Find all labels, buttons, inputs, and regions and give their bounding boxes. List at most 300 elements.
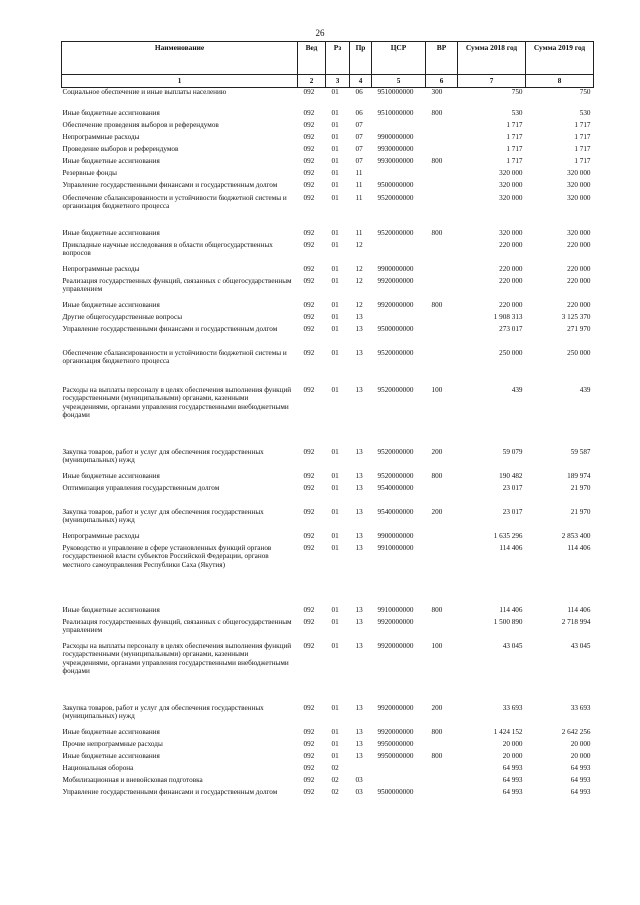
row-ved: 092 xyxy=(303,168,315,177)
row-vr xyxy=(426,313,458,325)
row-vr: 800 xyxy=(431,108,443,117)
table-row xyxy=(62,157,594,169)
row-name: Иные бюджетные ассигнования xyxy=(62,605,160,614)
row-sum-2019: 114 406 xyxy=(567,605,591,614)
row-vr xyxy=(426,133,458,145)
row-sum-2018: 220 000 xyxy=(499,300,523,309)
row-sum-2018: 190 482 xyxy=(499,471,523,480)
table-row xyxy=(62,133,594,145)
row-sum-2019: 220 000 xyxy=(567,276,591,285)
row-csr: 9900000000 xyxy=(377,132,414,141)
row-name: Иные бюджетные ассигнования xyxy=(62,156,160,165)
row-sum-2018: 320 000 xyxy=(499,180,523,189)
row-csr xyxy=(372,241,426,265)
row-rz: 01 xyxy=(331,156,339,165)
table-row xyxy=(62,618,594,642)
row-name: Иные бюджетные ассигнования xyxy=(62,727,160,736)
row-ved: 092 xyxy=(303,144,315,153)
row-ved: 092 xyxy=(303,751,315,760)
row-name: Управление государственными финансами и государственным долгом xyxy=(62,180,278,189)
row-pr: 13 xyxy=(355,543,363,552)
row-pr: 12 xyxy=(355,264,363,273)
row-csr xyxy=(372,764,426,776)
row-sum-2018: 20 000 xyxy=(502,751,523,760)
row-rz: 01 xyxy=(331,543,339,552)
table-row xyxy=(62,88,594,109)
row-csr: 9500000000 xyxy=(377,324,414,333)
table-row xyxy=(62,169,594,181)
row-vr: 100 xyxy=(431,641,443,650)
row-rz: 01 xyxy=(331,276,339,285)
row-rz: 02 xyxy=(331,787,339,796)
row-ved: 092 xyxy=(303,703,315,712)
row-csr: 9950000000 xyxy=(377,739,414,748)
row-vr xyxy=(426,169,458,181)
row-sum-2018: 320 000 xyxy=(499,168,523,177)
row-csr: 9930000000 xyxy=(377,144,414,153)
row-name: Социальное обеспечение и иные выплаты населению xyxy=(62,88,227,96)
row-csr: 9520000000 xyxy=(377,471,414,480)
page-number: 26 xyxy=(315,28,325,38)
row-name: Реализация государственных функций, связанных с общегосударственным управлением xyxy=(62,276,292,294)
table-row xyxy=(62,606,594,618)
row-sum-2019: 64 993 xyxy=(570,787,591,796)
row-pr: 13 xyxy=(355,641,363,650)
row-csr xyxy=(372,169,426,181)
row-rz: 02 xyxy=(331,775,339,784)
row-name: Управление государственными финансами и государственным долгом xyxy=(62,787,278,796)
header-ved: Вед xyxy=(298,42,326,75)
row-csr xyxy=(372,121,426,133)
table-row xyxy=(62,386,594,448)
row-sum-2018: 320 000 xyxy=(499,193,523,202)
budget-table xyxy=(61,41,594,811)
column-number: 2 xyxy=(298,75,326,88)
row-name: Управление государственными финансами и государственным долгом xyxy=(62,324,278,333)
row-csr: 9920000000 xyxy=(377,276,414,285)
row-sum-2018: 1 717 xyxy=(506,132,523,141)
row-rz: 01 xyxy=(331,264,339,273)
row-ved: 092 xyxy=(303,727,315,736)
row-name: Руководство и управление в сфере установленных функций органов государственной власти субъектов Российской Федерации, органов местного самоуправления Республики Саха (Якутия) xyxy=(62,543,272,569)
row-rz: 02 xyxy=(331,763,339,772)
row-name: Национальная оборона xyxy=(62,763,134,772)
row-name: Прикладные научные исследования в области общегосударственных вопросов xyxy=(62,240,273,258)
row-sum-2019: 220 000 xyxy=(567,300,591,309)
row-sum-2019: 3 125 370 xyxy=(561,312,591,321)
row-ved: 092 xyxy=(303,543,315,552)
row-vr: 800 xyxy=(431,605,443,614)
row-name: Оптимизация управления государственным долгом xyxy=(62,483,220,492)
row-name: Реализация государственных функций, связанных с общегосударственным управлением xyxy=(62,617,292,635)
table-row xyxy=(62,277,594,301)
row-pr: 11 xyxy=(355,193,363,202)
row-ved: 092 xyxy=(303,763,315,772)
row-rz: 01 xyxy=(331,447,339,456)
table-row xyxy=(62,194,594,229)
row-ved: 092 xyxy=(303,228,315,237)
column-number: 4 xyxy=(350,75,372,88)
row-rz: 01 xyxy=(331,228,339,237)
row-ved: 092 xyxy=(303,264,315,273)
row-sum-2018: 220 000 xyxy=(499,240,523,249)
row-name: Иные бюджетные ассигнования xyxy=(62,471,160,480)
row-ved: 092 xyxy=(303,775,315,784)
row-name: Другие общегосударственные вопросы xyxy=(62,312,183,321)
row-ved: 092 xyxy=(303,617,315,626)
row-sum-2018: 23 017 xyxy=(502,483,523,492)
row-sum-2019: 439 xyxy=(579,385,591,394)
row-ved: 092 xyxy=(303,240,315,249)
row-ved: 092 xyxy=(303,108,315,117)
row-sum-2018: 1 424 152 xyxy=(493,727,523,736)
row-rz: 01 xyxy=(331,739,339,748)
table-row xyxy=(62,349,594,386)
row-name: Иные бюджетные ассигнования xyxy=(62,751,160,760)
row-sum-2019: 530 xyxy=(579,108,591,117)
row-csr: 9920000000 xyxy=(377,300,414,309)
row-sum-2018: 59 079 xyxy=(502,447,523,456)
row-sum-2019: 43 045 xyxy=(570,641,591,650)
row-pr: 13 xyxy=(355,471,363,480)
row-vr xyxy=(426,181,458,194)
row-csr: 9520000000 xyxy=(377,193,414,202)
row-vr xyxy=(426,776,458,788)
row-rz: 01 xyxy=(331,471,339,480)
row-csr: 9510000000 xyxy=(377,88,414,96)
row-sum-2019: 114 406 xyxy=(567,543,591,552)
row-vr: 800 xyxy=(431,727,443,736)
row-sum-2018: 23 017 xyxy=(502,507,523,516)
row-sum-2019: 250 000 xyxy=(567,348,591,357)
column-number: 6 xyxy=(426,75,458,88)
row-csr: 9910000000 xyxy=(377,543,414,552)
row-vr xyxy=(426,788,458,811)
row-sum-2019: 20 000 xyxy=(570,751,591,760)
row-rz: 01 xyxy=(331,120,339,129)
header-sum-2019: Сумма 2019 год xyxy=(526,42,594,75)
row-rz: 01 xyxy=(331,132,339,141)
row-rz: 01 xyxy=(331,751,339,760)
row-sum-2019: 189 974 xyxy=(567,471,591,480)
table-row xyxy=(62,752,594,764)
row-vr xyxy=(426,241,458,265)
table-row xyxy=(62,740,594,752)
row-vr: 800 xyxy=(431,300,443,309)
table-row xyxy=(62,728,594,740)
row-vr xyxy=(426,532,458,544)
row-vr: 800 xyxy=(431,156,443,165)
row-sum-2019: 21 970 xyxy=(570,483,591,492)
column-number: 3 xyxy=(326,75,350,88)
row-rz: 01 xyxy=(331,531,339,540)
row-sum-2019: 59 587 xyxy=(570,447,591,456)
row-pr: 13 xyxy=(355,385,363,394)
row-pr xyxy=(350,764,372,776)
row-sum-2019: 64 993 xyxy=(570,775,591,784)
row-name: Непрограммные расходы xyxy=(62,132,140,141)
row-sum-2018: 320 000 xyxy=(499,228,523,237)
row-pr: 13 xyxy=(355,617,363,626)
table-row xyxy=(62,544,594,606)
row-ved: 092 xyxy=(303,132,315,141)
row-pr: 13 xyxy=(355,447,363,456)
row-csr: 9510000000 xyxy=(377,108,414,117)
table-row xyxy=(62,229,594,241)
row-pr: 13 xyxy=(355,507,363,516)
row-sum-2018: 1 908 313 xyxy=(493,312,523,321)
table-row xyxy=(62,642,594,704)
row-ved: 092 xyxy=(303,605,315,614)
row-vr: 100 xyxy=(431,385,443,394)
row-csr: 9540000000 xyxy=(377,483,414,492)
row-pr: 13 xyxy=(355,483,363,492)
table-row xyxy=(62,532,594,544)
row-rz: 01 xyxy=(331,507,339,516)
row-name: Расходы на выплаты персоналу в целях обеспечения выполнения функций государственными (муниципальными) органами, казенными учреждениями, органами управления государственными внебюджетными фондами xyxy=(62,641,292,676)
row-name: Проведение выборов и референдумов xyxy=(62,144,179,153)
row-ved: 092 xyxy=(303,507,315,516)
row-sum-2019: 2 642 256 xyxy=(561,727,591,736)
header-sum-2018: Сумма 2018 год xyxy=(458,42,526,75)
table-row xyxy=(62,241,594,265)
row-ved: 092 xyxy=(303,483,315,492)
row-name: Мобилизационная и вневойсковая подготовка xyxy=(62,775,203,784)
row-ved: 092 xyxy=(303,385,315,394)
row-sum-2019: 320 000 xyxy=(567,228,591,237)
row-rz: 01 xyxy=(331,348,339,357)
row-sum-2019: 220 000 xyxy=(567,240,591,249)
row-pr: 07 xyxy=(355,144,363,153)
row-vr: 300 xyxy=(431,88,443,96)
row-sum-2019: 1 717 xyxy=(574,156,591,165)
row-vr: 800 xyxy=(431,228,443,237)
row-vr xyxy=(426,484,458,508)
row-pr: 13 xyxy=(355,605,363,614)
row-csr: 9500000000 xyxy=(377,180,414,189)
row-csr: 9920000000 xyxy=(377,727,414,736)
row-sum-2018: 250 000 xyxy=(499,348,523,357)
row-rz: 01 xyxy=(331,727,339,736)
row-pr: 07 xyxy=(355,156,363,165)
row-csr: 9520000000 xyxy=(377,447,414,456)
row-csr: 9520000000 xyxy=(377,385,414,394)
row-csr: 9910000000 xyxy=(377,605,414,614)
row-vr: 800 xyxy=(431,471,443,480)
row-sum-2019: 33 693 xyxy=(570,703,591,712)
row-name: Резервные фонды xyxy=(62,168,117,177)
row-pr: 03 xyxy=(355,775,363,784)
row-vr xyxy=(426,194,458,229)
row-vr xyxy=(426,740,458,752)
row-name: Расходы на выплаты персоналу в целях обеспечения выполнения функций государственными (муниципальными) органами, казенными учреждениями, органами управления государственными внебюджетными фондами xyxy=(62,385,292,420)
row-rz: 01 xyxy=(331,300,339,309)
row-ved: 092 xyxy=(303,120,315,129)
row-name: Прочие непрограммные расходы xyxy=(62,739,163,748)
row-sum-2019: 20 000 xyxy=(570,739,591,748)
table-row xyxy=(62,265,594,277)
header-csr: ЦСР xyxy=(372,42,426,75)
row-sum-2018: 220 000 xyxy=(499,276,523,285)
row-ved: 092 xyxy=(303,193,315,202)
row-pr: 12 xyxy=(355,300,363,309)
row-rz: 01 xyxy=(331,703,339,712)
row-name: Иные бюджетные ассигнования xyxy=(62,300,160,309)
row-ved: 092 xyxy=(303,531,315,540)
row-rz: 01 xyxy=(331,108,339,117)
row-pr: 11 xyxy=(355,180,363,189)
row-sum-2018: 750 xyxy=(511,88,523,96)
column-number: 5 xyxy=(372,75,426,88)
row-rz: 01 xyxy=(331,240,339,249)
row-name: Закупка товаров, работ и услуг для обеспечения государственных (муниципальных) нужд xyxy=(62,507,264,525)
table-row xyxy=(62,788,594,811)
row-vr xyxy=(426,618,458,642)
row-pr: 06 xyxy=(355,108,363,117)
table-row xyxy=(62,764,594,776)
row-sum-2018: 1 500 890 xyxy=(493,617,523,626)
row-pr: 13 xyxy=(355,703,363,712)
column-number: 7 xyxy=(458,75,526,88)
row-rz: 01 xyxy=(331,88,339,96)
row-vr xyxy=(426,349,458,386)
header-name: Наименование xyxy=(62,42,298,75)
row-pr: 07 xyxy=(355,132,363,141)
row-sum-2018: 64 993 xyxy=(502,763,523,772)
table-row xyxy=(62,484,594,508)
row-ved: 092 xyxy=(303,180,315,189)
row-pr: 11 xyxy=(355,228,363,237)
row-sum-2018: 33 693 xyxy=(502,703,523,712)
row-vr: 800 xyxy=(431,751,443,760)
row-pr: 13 xyxy=(355,531,363,540)
row-csr: 9900000000 xyxy=(377,531,414,540)
row-csr: 9540000000 xyxy=(377,507,414,516)
row-sum-2019: 21 970 xyxy=(570,507,591,516)
row-rz: 01 xyxy=(331,617,339,626)
row-sum-2018: 1 717 xyxy=(506,144,523,153)
row-pr: 12 xyxy=(355,240,363,249)
row-pr: 13 xyxy=(355,312,363,321)
row-sum-2018: 114 406 xyxy=(499,543,523,552)
row-csr: 9520000000 xyxy=(377,348,414,357)
row-name: Обеспечение сбалансированности и устойчивости бюджетной системы и организация бюджетного процесса xyxy=(62,193,287,211)
row-vr xyxy=(426,265,458,277)
row-name: Обеспечение сбалансированности и устойчивости бюджетной системы и организация бюджетного процесса xyxy=(62,348,287,366)
row-rz: 01 xyxy=(331,312,339,321)
row-pr: 03 xyxy=(355,787,363,796)
row-sum-2019: 271 970 xyxy=(567,324,591,333)
row-vr xyxy=(426,121,458,133)
row-rz: 01 xyxy=(331,605,339,614)
row-pr: 13 xyxy=(355,348,363,357)
row-sum-2018: 1 635 296 xyxy=(493,531,523,540)
table-row xyxy=(62,121,594,133)
row-vr xyxy=(426,325,458,349)
row-name: Закупка товаров, работ и услуг для обеспечения государственных (муниципальных) нужд xyxy=(62,447,264,465)
row-sum-2018: 20 000 xyxy=(502,739,523,748)
row-vr xyxy=(426,145,458,157)
row-sum-2018: 1 717 xyxy=(506,156,523,165)
row-ved: 092 xyxy=(303,156,315,165)
row-sum-2019: 320 000 xyxy=(567,193,591,202)
row-rz: 01 xyxy=(331,385,339,394)
table-row xyxy=(62,313,594,325)
row-sum-2019: 220 000 xyxy=(567,264,591,273)
row-sum-2018: 64 993 xyxy=(502,775,523,784)
row-vr: 200 xyxy=(431,507,443,516)
row-sum-2019: 320 000 xyxy=(567,180,591,189)
row-pr: 07 xyxy=(355,120,363,129)
table-header-row xyxy=(62,42,594,75)
table-row xyxy=(62,472,594,484)
row-vr xyxy=(426,764,458,776)
row-sum-2019: 750 xyxy=(579,88,591,96)
row-rz: 01 xyxy=(331,641,339,650)
row-ved: 092 xyxy=(303,300,315,309)
header-pr: Пр xyxy=(350,42,372,75)
column-number: 1 xyxy=(62,75,298,88)
row-vr xyxy=(426,544,458,606)
row-pr: 12 xyxy=(355,276,363,285)
row-sum-2019: 1 717 xyxy=(574,144,591,153)
row-sum-2018: 43 045 xyxy=(502,641,523,650)
header-vr: ВР xyxy=(426,42,458,75)
row-sum-2018: 64 993 xyxy=(502,787,523,796)
table-row xyxy=(62,508,594,532)
row-rz: 01 xyxy=(331,168,339,177)
row-rz: 01 xyxy=(331,483,339,492)
row-ved: 092 xyxy=(303,88,315,96)
row-sum-2019: 2 853 400 xyxy=(561,531,591,540)
table-row xyxy=(62,448,594,472)
row-csr xyxy=(372,776,426,788)
row-name: Закупка товаров, работ и услуг для обеспечения государственных (муниципальных) нужд xyxy=(62,703,264,721)
row-sum-2019: 1 717 xyxy=(574,132,591,141)
table-row xyxy=(62,325,594,349)
row-pr: 13 xyxy=(355,324,363,333)
row-pr: 13 xyxy=(355,739,363,748)
row-sum-2019: 320 000 xyxy=(567,168,591,177)
row-ved: 092 xyxy=(303,739,315,748)
row-sum-2018: 220 000 xyxy=(499,264,523,273)
table-row xyxy=(62,145,594,157)
row-sum-2018: 114 406 xyxy=(499,605,523,614)
table-row xyxy=(62,109,594,121)
row-name: Непрограммные расходы xyxy=(62,264,140,273)
row-csr: 9520000000 xyxy=(377,228,414,237)
row-ved: 092 xyxy=(303,447,315,456)
row-name: Обеспечение проведения выборов и референдумов xyxy=(62,120,219,129)
row-csr: 9900000000 xyxy=(377,264,414,273)
row-rz: 01 xyxy=(331,193,339,202)
row-ved: 092 xyxy=(303,312,315,321)
table-row xyxy=(62,301,594,313)
row-ved: 092 xyxy=(303,471,315,480)
row-csr xyxy=(372,313,426,325)
row-csr: 9920000000 xyxy=(377,617,414,626)
row-rz: 01 xyxy=(331,180,339,189)
row-sum-2018: 530 xyxy=(511,108,523,117)
row-csr: 9920000000 xyxy=(377,703,414,712)
row-pr: 13 xyxy=(355,727,363,736)
row-ved: 092 xyxy=(303,787,315,796)
row-vr: 200 xyxy=(431,703,443,712)
row-ved: 092 xyxy=(303,641,315,650)
row-pr: 06 xyxy=(355,88,363,96)
row-sum-2018: 1 717 xyxy=(506,120,523,129)
row-sum-2019: 64 993 xyxy=(570,763,591,772)
